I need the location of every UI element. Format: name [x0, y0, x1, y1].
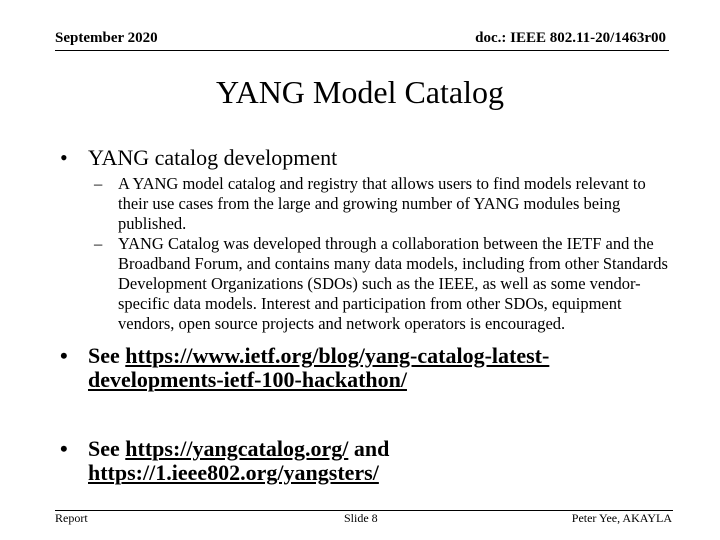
footer-slide-number: Slide 8: [344, 511, 378, 525]
sub-bullet-collaboration: [60, 234, 676, 334]
bullet-dot-icon: •: [60, 145, 68, 170]
bullet-dot-icon: •: [60, 436, 68, 461]
bullet-yang-catalog-development: [60, 146, 676, 170]
bullet-dot-icon: •: [60, 343, 68, 368]
header-divider: [55, 50, 669, 51]
yangcatalog-link[interactable]: https://yangcatalog.org/: [125, 436, 349, 461]
sub-bullet-catalog-description: [60, 174, 676, 234]
header-doc-id: doc.: IEEE 802.11-20/1463r00: [475, 30, 666, 46]
slide-title: YANG Model Catalog: [216, 74, 504, 110]
sub-bullet-text: YANG Catalog was developed through a collaboration between the IETF and the Broadband Forum, and contains many data models, including from other Standards Development Organizations (SDOs) such as the IEEE, as well as some vendor-specific data models. Interest and participation from other SDOs, equipment vendors, open source projects and network operators is encouraged.: [118, 234, 668, 333]
sub-bullet-text: A YANG model catalog and registry that allows users to find models relevant to their use cases from the large and growing number of YANG modules being published.: [118, 174, 646, 233]
ietf-blog-link[interactable]: https://www.ietf.org/blog/yang-catalog-latest-developments-ietf-100-hackathon/: [88, 343, 550, 392]
bullet-see-yangcatalog: [60, 437, 676, 485]
bullet-prefix: See: [88, 343, 126, 368]
bullet-text: YANG catalog development: [88, 145, 338, 170]
dash-icon: –: [94, 174, 103, 193]
yangsters-link[interactable]: https://1.ieee802.org/yangsters/: [88, 460, 379, 485]
footer-report: Report: [55, 511, 88, 525]
bullet-prefix: See: [88, 436, 126, 461]
header-date: September 2020: [55, 30, 158, 46]
slide-body: [60, 146, 676, 485]
footer-author: Peter Yee, AKAYLA: [571, 511, 672, 525]
bullet-connector: and: [348, 436, 390, 461]
bullet-see-ietf-blog: [60, 344, 676, 392]
dash-icon: –: [94, 234, 103, 253]
